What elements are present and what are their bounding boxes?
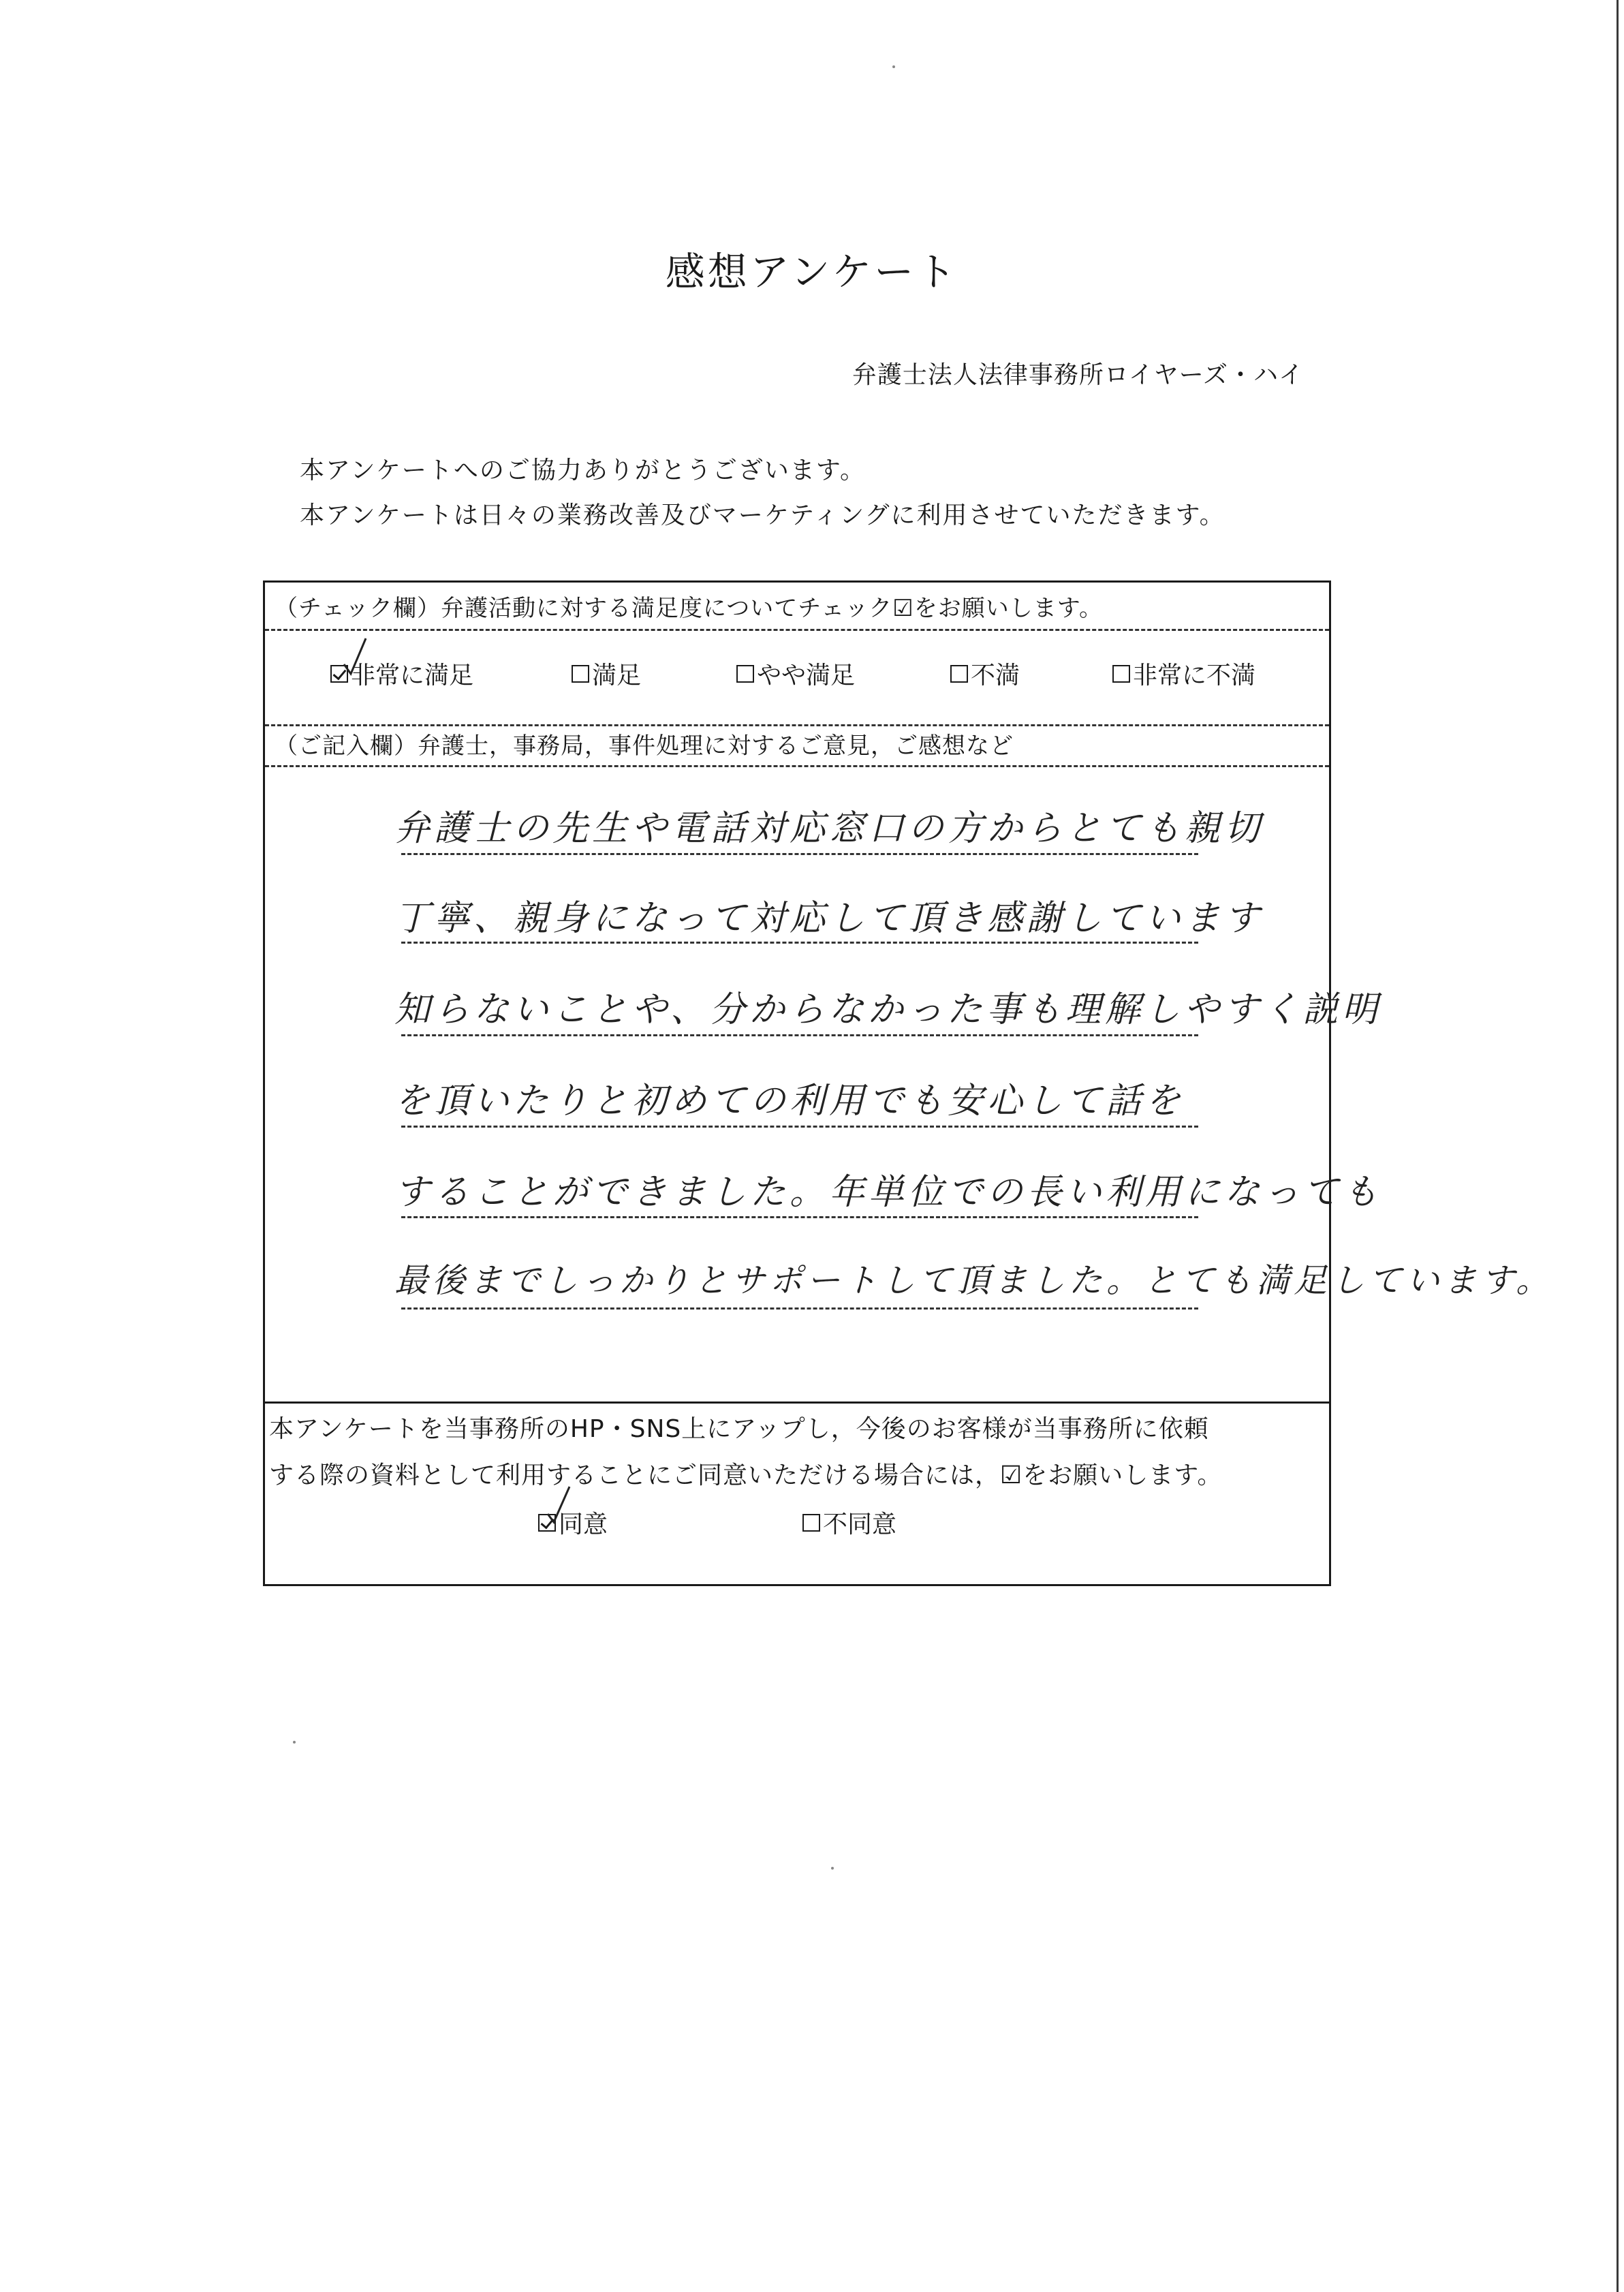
handwritten-comment-line: を頂いたりと初めての利用でも安心して話を: [394, 1081, 1185, 1121]
handwritten-comment-line: 弁護士の先生や電話対応窓口の方からとても親切: [394, 808, 1264, 849]
writing-line: [401, 853, 1198, 855]
checkbox-icon[interactable]: [1112, 665, 1130, 683]
writing-line: [401, 1216, 1198, 1218]
option-label: 満足: [592, 662, 642, 690]
handwritten-comment-line: することができました。年単位での長い利用になっても: [394, 1172, 1383, 1213]
divider: [265, 724, 1329, 726]
consent-text-line-2: する際の資料として利用することにご同意いただける場合には，☑をお願いします。: [269, 1461, 1223, 1489]
comment-section-header: （ご記入欄）弁護士，事務局，事件処理に対するご意見，ご感想など: [275, 732, 1014, 760]
intro-line-1: 本アンケートへのご協力ありがとうございます。: [300, 456, 866, 484]
section-divider: [265, 1401, 1329, 1404]
handwritten-comment-line: 最後までしっかりとサポートして頂ました。とても満足しています。: [394, 1261, 1554, 1300]
handwritten-check-icon: [545, 1484, 572, 1525]
option-very-dissatisfied[interactable]: [1112, 656, 1255, 691]
divider: [265, 765, 1329, 767]
page-edge-line: [1617, 0, 1619, 2292]
handwritten-comment-line: 丁寧、親身になって対応して頂き感謝しています: [394, 898, 1264, 939]
scan-speck: [892, 65, 895, 68]
handwritten-check-icon: [341, 636, 369, 677]
option-somewhat-satisfied[interactable]: [736, 656, 855, 691]
consent-option-label: 不同意: [823, 1511, 897, 1538]
option-label: 不満: [971, 662, 1020, 690]
scan-speck: [293, 1741, 296, 1744]
writing-line: [401, 942, 1198, 944]
writing-line: [401, 1307, 1198, 1310]
writing-line: [401, 1034, 1198, 1036]
check-section-header: （チェック欄）弁護活動に対する満足度についてチェック☑をお願いします。: [275, 595, 1104, 622]
handwritten-comment-line: 知らないことや、分からなかった事も理解しやすく説明: [394, 989, 1381, 1030]
option-label: 非常に不満: [1133, 662, 1256, 690]
checkbox-icon[interactable]: [572, 665, 589, 683]
intro-line-2: 本アンケートは日々の業務改善及びマーケティングに利用させていただきます。: [300, 501, 1225, 529]
page-title: 感想アンケート: [665, 249, 959, 295]
consent-option-label: 同意: [559, 1511, 608, 1538]
option-label: 非常に満足: [351, 662, 474, 690]
option-label: やや満足: [757, 662, 856, 690]
option-satisfied[interactable]: [572, 656, 641, 691]
organization-name: 弁護士法人法律事務所ロイヤーズ・ハイ: [852, 361, 1304, 389]
consent-text-line-1: 本アンケートを当事務所のHP・SNS上にアップし，今後のお客様が当事務所に依頼: [269, 1415, 1209, 1443]
divider: [265, 629, 1329, 631]
scan-speck: [831, 1867, 834, 1870]
writing-line: [401, 1126, 1198, 1128]
checkbox-icon[interactable]: [736, 665, 754, 683]
option-dissatisfied[interactable]: [950, 656, 1020, 691]
checkbox-icon[interactable]: [802, 1514, 820, 1532]
checkbox-icon[interactable]: [950, 665, 968, 683]
consent-disagree-option[interactable]: [802, 1505, 896, 1540]
survey-form: [263, 580, 1554, 1586]
